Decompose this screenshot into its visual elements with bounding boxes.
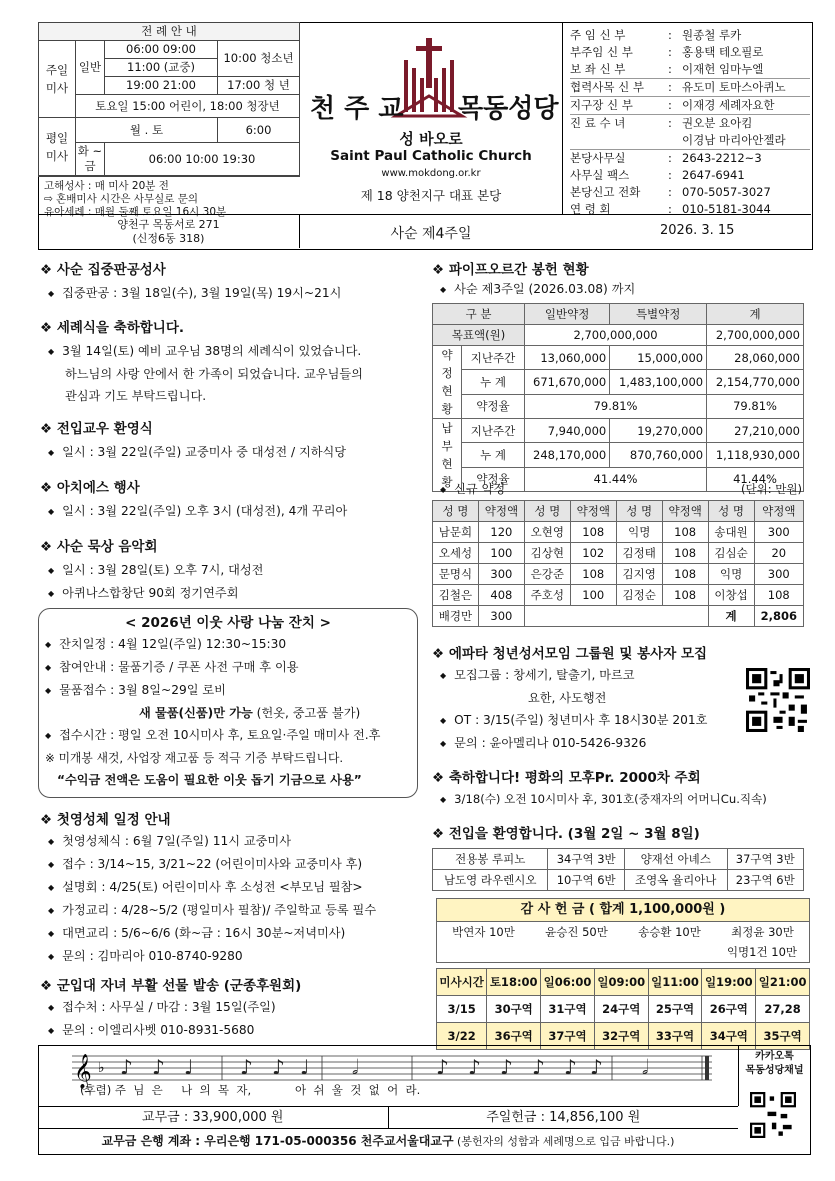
bank-row bbox=[38, 1128, 738, 1155]
organ-cell: 79.81% bbox=[525, 394, 707, 418]
welcome-section bbox=[432, 822, 812, 891]
district: 제 18 양천지구 대표 본당 bbox=[360, 188, 502, 203]
organ-cell: 목표액(원) bbox=[433, 325, 525, 346]
church-name-right: 목동성당 bbox=[458, 94, 559, 124]
svg-text:♪: ♪ bbox=[272, 1055, 285, 1079]
organ-cell: 41.44% bbox=[707, 467, 804, 491]
svg-text:♩: ♩ bbox=[300, 1055, 310, 1079]
organ-cell: 누 계 bbox=[462, 443, 525, 467]
thanks-item: 윤승진 50만 bbox=[545, 925, 608, 939]
list-item: ◆ 대면교리 : 5/6~6/6 (화~금 : 16시 30분~저녁미사) bbox=[48, 922, 420, 945]
list-item: ◆ 3월 14일(토) 예비 교우님 38명의 세례식이 있었습니다. bbox=[48, 340, 420, 363]
mass-title: 전 례 안 내 bbox=[39, 23, 300, 41]
sched-head: 일11:00 bbox=[648, 969, 702, 996]
organ-cell: 누 계 bbox=[462, 370, 525, 394]
staff-row: 본당사무실 : 2643-2212~3 bbox=[570, 151, 762, 165]
mass-schedule bbox=[38, 22, 300, 222]
note-line: 유아세례 : 매월 둘째 토요일 16시 30분 bbox=[44, 206, 227, 218]
kakao-label: 카카오톡 bbox=[755, 1051, 794, 1062]
thanks-title: 감 사 헌 금 ( 합계 1,100,000원 ) bbox=[437, 899, 809, 922]
list-item: ◆ 첫영성체식 : 6월 7일(주일) 11시 교중미사 bbox=[48, 830, 420, 853]
sunday-time: 19:00 21:00 bbox=[105, 77, 218, 95]
svg-text:♪: ♪ bbox=[152, 1055, 165, 1079]
organ-cell: 15,000,000 bbox=[610, 346, 707, 370]
kakao-label: 목동성당채널 bbox=[745, 1065, 804, 1076]
budget-row bbox=[38, 1106, 738, 1129]
svg-text:♪: ♪ bbox=[240, 1055, 253, 1079]
bank-label: 교무금 은행 계좌 : 우리은행 171-05-000356 천주교서울대교구 bbox=[101, 1134, 454, 1148]
welcome-table bbox=[432, 848, 804, 891]
new-pledge-table bbox=[432, 500, 804, 627]
new-head: 성 명 bbox=[616, 501, 662, 522]
new-head: 약정액 bbox=[662, 501, 708, 522]
list-item: ◆ 접수 : 3/14~15, 3/21~22 (어린이미사와 교중미사 후) bbox=[48, 853, 420, 876]
sunday-label: 주일 미사 bbox=[39, 41, 76, 118]
congrats-section bbox=[432, 766, 812, 811]
pay-label: 납부 현황 bbox=[433, 419, 462, 492]
section-title: ❖ 전입교우 환영식 bbox=[40, 421, 153, 437]
list-item-cont: 하느님의 사랑 안에서 한 가족이 되었습니다. 교우님들의 bbox=[65, 367, 363, 381]
organ-cell: 7,940,000 bbox=[525, 419, 610, 443]
section-title: ❖ 세례식을 축하합니다. bbox=[40, 320, 185, 336]
organ-head: 특별약정 bbox=[610, 304, 707, 325]
organ-cell: 19,270,000 bbox=[610, 419, 707, 443]
list-item: ◆ OT : 3/15(주일) 청년미사 후 18시30분 201호 bbox=[440, 709, 812, 732]
budget-right: 주일헌금 : 14,856,100 원 bbox=[486, 1110, 641, 1125]
organ-head: 계 bbox=[707, 304, 804, 325]
pledge-label: 약정 현황 bbox=[433, 346, 462, 419]
svg-text:𝅗𝅥: 𝅗𝅥 bbox=[642, 1055, 649, 1079]
organ-cell: 약정율 bbox=[462, 394, 525, 418]
left-column-lower bbox=[40, 808, 420, 1042]
budget-left: 교무금 : 33,900,000 원 bbox=[38, 1107, 389, 1129]
staff-info bbox=[570, 27, 810, 218]
organ-cell: 870,760,000 bbox=[610, 443, 707, 467]
note-line: ⇨ 혼배미사 시간은 사무실로 문의 bbox=[44, 193, 199, 205]
section-title: ❖ 사순 집중판공성사 bbox=[40, 262, 166, 278]
church-name-left: 천 주 교 bbox=[310, 94, 404, 124]
staff-row: 본당신고 전화 : 070-5057-3027 bbox=[570, 185, 771, 199]
qr-code-icon bbox=[746, 668, 810, 732]
festival-quote: “수익금 전액은 도움이 필요한 이웃 돕기 기금으로 사용” bbox=[57, 773, 362, 787]
new-head: 성 명 bbox=[524, 501, 570, 522]
sunday-right: 17:00 청 년 bbox=[218, 77, 300, 95]
organ-cell: 671,670,000 bbox=[525, 370, 610, 394]
mass-assign-table bbox=[436, 968, 810, 1050]
organ-cell: 248,170,000 bbox=[525, 443, 610, 467]
address-line: (신정6동 318) bbox=[132, 232, 205, 245]
hymn-lyrics: (후렴) 주 님 은 나 의 목 자, 아 쉬 울 것 없 어 라. bbox=[80, 1083, 421, 1097]
staff-row: 사무실 팩스 : 2647-6941 bbox=[570, 168, 745, 182]
section-title: ❖ 파이프오르간 봉헌 현황 bbox=[432, 262, 589, 278]
staff-row: 연 령 회 : 010-5181-3044 bbox=[570, 202, 771, 216]
sched-head: 일19:00 bbox=[702, 969, 756, 996]
table-row: 남도영 라우렌시오 10구역 6반 조영옥 율리아나 23구역 6반 bbox=[433, 870, 804, 891]
thanks-item: 최정윤 30만 bbox=[731, 925, 794, 939]
table-row: 3/22 36구역 37구역 32구역 33구역 34구역 35구역 bbox=[437, 1023, 810, 1050]
svg-text:♩: ♩ bbox=[184, 1055, 194, 1079]
svg-text:♭: ♭ bbox=[98, 1060, 105, 1076]
sched-head: 일06:00 bbox=[541, 969, 595, 996]
section-title: ❖ 첫영성체 일정 안내 bbox=[40, 812, 171, 828]
organ-cell: 2,700,000,000 bbox=[707, 325, 804, 346]
new-pledge-title: ◆ 신규 약정 bbox=[432, 478, 812, 501]
festival-note: ※ 미개봉 새것, 사업장 재고품 등 적극 기증 부탁드립니다. bbox=[45, 751, 344, 765]
organ-cell: 약정율 bbox=[462, 467, 525, 491]
sunday-right: 10:00 청소년 bbox=[218, 41, 300, 77]
organ-cell: 41.44% bbox=[525, 467, 707, 491]
thanks-item: 송승환 10만 bbox=[638, 925, 701, 939]
list-item: ◆ 집중판공 : 3월 18일(수), 3월 19일(목) 19시~21시 bbox=[48, 282, 420, 305]
section-title: ❖ 군입대 자녀 부활 선물 발송 (군종후원회) bbox=[40, 978, 302, 994]
new-pledge-section bbox=[432, 478, 812, 627]
weekday-label: 평일 미사 bbox=[39, 118, 76, 176]
organ-cell: 2,700,000,000 bbox=[525, 325, 707, 346]
new-pledge-unit: (단위: 만원) bbox=[741, 482, 802, 496]
thanks-box bbox=[436, 898, 810, 963]
festival-box bbox=[38, 608, 418, 798]
list-item: ◆ 접수시간 : 평일 오전 10시미사 후, 토요일·주일 매미사 전.후 bbox=[45, 724, 417, 747]
sched-head: 미사시간 bbox=[437, 969, 487, 996]
sunday-time: 06:00 09:00 bbox=[105, 41, 218, 59]
staff-row: 지구장 신 부 : 이재경 세례자요한 bbox=[570, 97, 810, 115]
left-column bbox=[40, 258, 420, 605]
list-item: ◆ 3/18(수) 오전 10시미사 후, 301호(중재자의 어머니Cu.직속) bbox=[432, 788, 812, 811]
organ-head: 일반약정 bbox=[525, 304, 610, 325]
organ-cell: 1,118,930,000 bbox=[707, 443, 804, 467]
svg-text:𝅗𝅥: 𝅗𝅥 bbox=[352, 1055, 359, 1079]
list-item: ◆ 참여안내 : 물품기증 / 쿠폰 사전 구매 후 이용 bbox=[45, 656, 417, 679]
new-head: 약정액 bbox=[570, 501, 616, 522]
sunday-time: 11:00 (교중) bbox=[105, 59, 218, 77]
weekday-days: 화 ~ 금 bbox=[76, 143, 105, 176]
table-row: 3/15 30구역 31구역 24구역 25구역 26구역 27,28 bbox=[437, 996, 810, 1023]
list-item-cont: 요한, 사도행전 bbox=[528, 691, 607, 705]
sched-head: 토18:00 bbox=[487, 969, 541, 996]
weekday-time: 06:00 10:00 19:30 bbox=[105, 143, 300, 176]
list-item: ◆ 아퀴나스합창단 90회 정기연주회 bbox=[48, 582, 420, 605]
organ-cell: 지난주간 bbox=[462, 419, 525, 443]
sched-head: 일21:00 bbox=[756, 969, 810, 996]
section-title: ❖ 사순 묵상 음악회 bbox=[40, 539, 158, 555]
church-url: www.mokdong.or.kr bbox=[381, 168, 481, 179]
organ-cell: 13,060,000 bbox=[525, 346, 610, 370]
sunday-sub: 일반 bbox=[76, 41, 105, 95]
table-row: 문명식 300 은강준 108 김지영 108 익명 300 bbox=[433, 564, 804, 585]
list-item: ◆ 문의 : 이엘리사벳 010-8931-5680 bbox=[48, 1019, 420, 1042]
festival-bold-line: 새 물품(신품)만 가능 (헌옷, 중고품 불가) bbox=[139, 706, 361, 720]
list-item: ◆ 잔치일정 : 4월 12일(주일) 12:30~15:30 bbox=[45, 633, 417, 656]
church-saint: 성 바오로 bbox=[399, 130, 463, 148]
staff-row: 부주임 신 부 : 홍용택 테오필로 bbox=[570, 45, 764, 59]
address-line: 양천구 목동서로 271 bbox=[117, 218, 220, 231]
list-item: ◆ 접수처 : 사무실 / 마감 : 3월 15일(주일) bbox=[48, 996, 420, 1019]
table-row: 배경만 300 계 2,806 bbox=[433, 606, 804, 627]
weekday-days: 월 . 토 bbox=[76, 118, 218, 143]
organ-cell: 28,060,000 bbox=[707, 346, 804, 370]
organ-cell: 2,154,770,000 bbox=[707, 370, 804, 394]
kakao-qr-icon[interactable] bbox=[750, 1092, 796, 1138]
new-head: 성 명 bbox=[708, 501, 754, 522]
section-title: ❖ 에파타 청년성서모임 그룹원 및 봉사자 모집 bbox=[432, 646, 708, 662]
section-title: ❖ 아치에스 행사 bbox=[40, 480, 140, 496]
new-head: 약정액 bbox=[754, 501, 803, 522]
svg-text:♪: ♪ bbox=[532, 1055, 545, 1079]
table-row: 오세성 100 김상현 102 김정태 108 김심순 20 bbox=[433, 543, 804, 564]
staff-row: 보 좌 신 부 : 이재헌 임마누엘 bbox=[570, 61, 810, 79]
list-item: ◆ 일시 : 3월 28일(토) 오후 7시, 대성전 bbox=[48, 559, 420, 582]
bank-note: (봉헌자의 성함과 세례명으로 입금 바랍니다.) bbox=[453, 1135, 675, 1148]
staff-row: 협력사목 신 부 : 유도미 토마스아퀴노 bbox=[570, 79, 810, 97]
svg-text:♪: ♪ bbox=[436, 1055, 449, 1079]
svg-text:𝄞: 𝄞 bbox=[74, 1054, 92, 1089]
list-item-cont: 관심과 기도 부탁드립니다. bbox=[65, 389, 207, 403]
issue-date: 2026. 3. 15 bbox=[660, 223, 735, 238]
svg-text:♪: ♪ bbox=[500, 1055, 513, 1079]
staff-row: 주 임 신 부 : 원종철 루카 bbox=[570, 28, 742, 42]
organ-cell: 27,210,000 bbox=[707, 419, 804, 443]
table-row: 남문희 120 오현영 108 익명 108 송대원 300 bbox=[433, 522, 804, 543]
table-row: 김철은 408 주호성 100 김정순 108 이창섭 108 bbox=[433, 585, 804, 606]
organ-table bbox=[432, 303, 804, 492]
list-item: ◆ 설명회 : 4/25(토) 어린이미사 후 소성전 <부모님 필참> bbox=[48, 876, 420, 899]
saturday-line: 토요일 15:00 어린이, 18:00 청장년 bbox=[76, 95, 300, 118]
table-row: 전용봉 루피노 34구역 3반 양재선 아녜스 37구역 3반 bbox=[433, 849, 804, 870]
list-item: ◆ 모집그룹 : 창세기, 탈출기, 마르코 bbox=[440, 664, 812, 687]
week-title: 사순 제4주일 bbox=[390, 226, 472, 242]
list-item: ◆ 일시 : 3월 22일(주일) 교중미사 중 대성전 / 지하식당 bbox=[48, 441, 420, 464]
sched-head: 일09:00 bbox=[594, 969, 648, 996]
section-title: ❖ 축하합니다! 평화의 모후Pr. 2000차 주회 bbox=[432, 770, 701, 786]
staff-row: 진 료 수 녀 : 권오분 요아킴 bbox=[570, 116, 753, 130]
svg-text:♪: ♪ bbox=[564, 1055, 577, 1079]
church-logo bbox=[300, 22, 563, 214]
thanks-item: 박연자 10만 bbox=[452, 925, 515, 939]
list-item: ◆ 문의 : 윤아멜리나 010-5426-9326 bbox=[440, 732, 812, 755]
organ-cell: 1,483,100,000 bbox=[610, 370, 707, 394]
svg-text:♪: ♪ bbox=[120, 1055, 133, 1079]
organ-subtitle: ◆ 사순 제3주일 (2026.03.08) 까지 bbox=[432, 278, 812, 301]
svg-text:♪: ♪ bbox=[590, 1055, 603, 1079]
thanks-item: 익명1건 10만 bbox=[726, 945, 797, 959]
church-en: Saint Paul Catholic Church bbox=[330, 148, 532, 164]
svg-text:♪: ♪ bbox=[468, 1055, 481, 1079]
list-item: ◆ 물품접수 : 3월 8일~29일 로비 bbox=[45, 679, 417, 702]
list-item: ◆ 일시 : 3월 22일(주일) 오후 3시 (대성전), 4개 꾸리아 bbox=[48, 500, 420, 523]
note-line: 고해성사 : 매 미사 20분 전 bbox=[44, 180, 169, 192]
new-head: 약정액 bbox=[478, 501, 524, 522]
weekday-time: 6:00 bbox=[218, 118, 300, 143]
staff-row: 이경남 마리아안젤라 bbox=[570, 132, 810, 150]
organ-head: 구 분 bbox=[433, 304, 525, 325]
section-title: ❖ 전입을 환영합니다. (3월 2일 ~ 3월 8일) bbox=[432, 826, 700, 842]
organ-cell: 지난주간 bbox=[462, 346, 525, 370]
address bbox=[38, 214, 300, 248]
list-item: ◆ 문의 : 김마리아 010-8740-9280 bbox=[48, 945, 420, 968]
week-row bbox=[300, 214, 811, 249]
new-head: 성 명 bbox=[433, 501, 479, 522]
festival-title: < 2026년 이웃 사랑 나눔 잔치 > bbox=[125, 615, 331, 631]
list-item: ◆ 가정교리 : 4/28~5/2 (평일미사 필참)/ 주일학교 등록 필수 bbox=[48, 899, 420, 922]
organ-section bbox=[432, 258, 812, 492]
organ-cell: 79.81% bbox=[707, 394, 804, 418]
